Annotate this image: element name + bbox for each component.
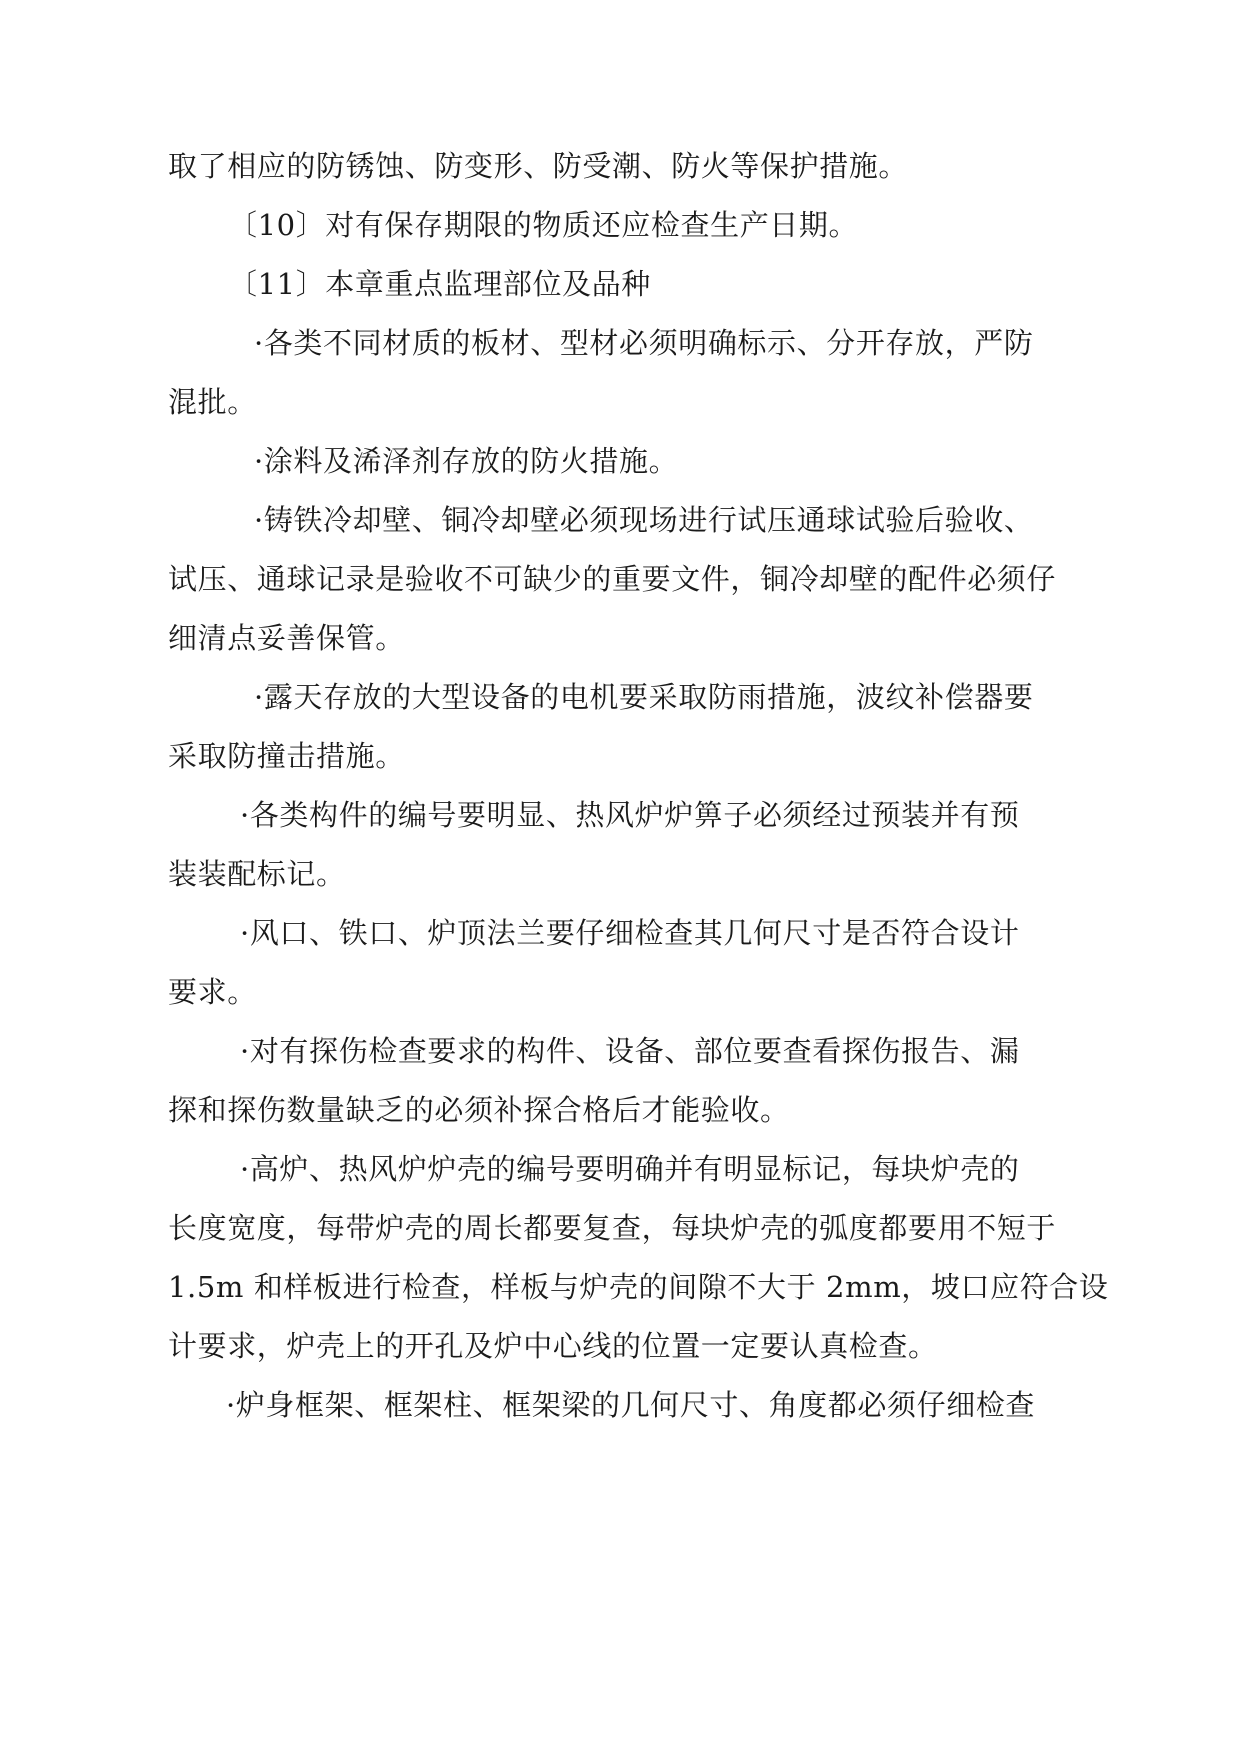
bullet-line: ·高炉、热风炉炉壳的编号要明确并有明显标记，每块炉壳的 bbox=[240, 1152, 1020, 1186]
paragraph-line: 装装配标记。 bbox=[168, 857, 346, 891]
bullet-line: ·风口、铁口、炉顶法兰要仔细检查其几何尺寸是否符合设计 bbox=[240, 916, 1020, 950]
paragraph-line: 采取防撞击措施。 bbox=[168, 739, 405, 773]
paragraph-line: 细清点妥善保管。 bbox=[168, 621, 405, 655]
bullet-line: ·铸铁冷却壁、铜冷却壁必须现场进行试压通球试验后验收、 bbox=[254, 503, 1034, 537]
bullet-line: ·涂料及浠泽剂存放的防火措施。 bbox=[254, 444, 679, 478]
paragraph-line: 计要求，炉壳上的开孔及炉中心线的位置一定要认真检查。 bbox=[168, 1329, 938, 1363]
paragraph-line: 取了相应的防锈蚀、防变形、防受潮、防火等保护措施。 bbox=[168, 149, 909, 183]
paragraph-line: 1.5m 和样板进行检查，样板与炉壳的间隙不大于 2mm，坡口应符合设 bbox=[168, 1270, 1109, 1304]
bullet-line: ·露天存放的大型设备的电机要采取防雨措施，波纹补偿器要 bbox=[254, 680, 1034, 714]
paragraph-line: 长度宽度，每带炉壳的周长都要复查，每块炉壳的弧度都要用不短于 bbox=[168, 1211, 1057, 1245]
bullet-line: ·对有探伤检查要求的构件、设备、部位要查看探伤报告、漏 bbox=[240, 1034, 1020, 1068]
paragraph-line: 要求。 bbox=[168, 975, 257, 1009]
bullet-line: ·各类不同材质的板材、型材必须明确标示、分开存放，严防 bbox=[254, 326, 1034, 360]
paragraph-line: 探和探伤数量缺乏的必须补探合格后才能验收。 bbox=[168, 1093, 790, 1127]
paragraph-line: 混批。 bbox=[168, 385, 257, 419]
paragraph-line: 〔10〕对有保存期限的物质还应检查生产日期。 bbox=[228, 208, 859, 242]
bullet-line: ·各类构件的编号要明显、热风炉炉箅子必须经过预装并有预 bbox=[240, 798, 1020, 832]
paragraph-line: 〔11〕本章重点监理部位及品种 bbox=[228, 267, 651, 301]
paragraph-line: 试压、通球记录是验收不可缺少的重要文件，铜冷却壁的配件必须仔 bbox=[168, 562, 1057, 596]
bullet-line: ·炉身框架、框架柱、框架梁的几何尺寸、角度都必须仔细检查 bbox=[226, 1388, 1036, 1422]
